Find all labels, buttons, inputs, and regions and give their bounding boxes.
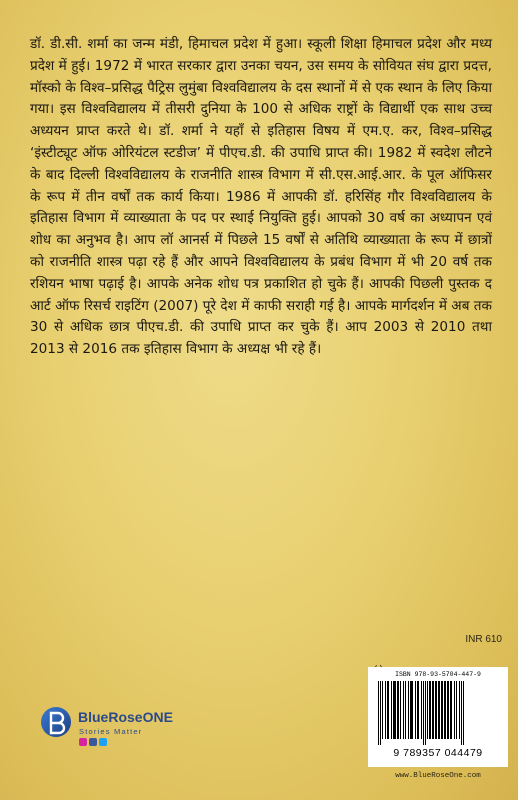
social-icons bbox=[79, 738, 107, 746]
facebook-icon[interactable] bbox=[89, 738, 97, 746]
price-label: INR 610 bbox=[465, 634, 502, 645]
publisher-name: BlueRoseONE bbox=[78, 709, 173, 725]
publisher-tagline: Stories Matter bbox=[79, 727, 143, 736]
website-url[interactable]: www.BlueRoseOne.com bbox=[395, 772, 481, 780]
bluerose-logo-icon bbox=[40, 705, 72, 739]
isbn-barcode bbox=[368, 667, 508, 767]
author-bio: डॉ. डी.सी. शर्मा का जन्म मंडी, हिमाचल प्रदेश में हुआ। स्कूली शिक्षा हिमाचल प्रदेश और मध्य प्रदेश में हुई। 1972 में भारत सरकार द्वारा उनका चयन, उस समय के सोवियत संघ द्वारा प्रदत्त, मॉस्को के विश्व–प्रसिद्ध पैट्रिस लुमुंबा विश्वविद्यालय के दस स्थानों में से एक स्थान के लिए किया गया। इस विश्वविद्यालय में तीसरी दुनिया के 100 से अधिक राष्ट्रों के विद्यार्थी एक साथ उच्च अध्ययन प्राप्त करते थे। डॉ. शर्मा ने यहाँ से इतिहास विषय में एम.ए. कर, विश्व–प्रसिद्ध ‘इंस्टीट्यूट ऑफ ओरियंटल स्टडीज’ में पीएच.डी. की उपाधि प्राप्त की। 1982 में स्वदेश लौटने के बाद दिल्ली विश्वविद्यालय के राजनीति शास्त्र विभाग में सी.एस.आई.आर. के पूल ऑफिसर के रूप में तीन वर्षों तक कार्य किया। 1986 में आपकी डॉ. हरिसिंह गौर विश्वविद्यालय के इतिहास विभाग में व्याख्याता के पद पर स्थाई नियुक्ति हुई। आपको 30 वर्ष का अध्यापन एवं शोध का अनुभव है। आप लॉ आनर्स में पिछले 15 वर्षों से अतिथि व्याख्याता के रूप में छात्रों को राजनीति शास्त्र पढ़ा रहे हैं और आपने विश्वविद्यालय के प्रबंध विभाग में भी 20 वर्ष तक रशियन भाषा पढ़ाई है। आपके अनेक शोध पत्र प्रकाशित हो चुके हैं। आपकी पिछली पुस्तक द आर्ट ऑफ रिसर्च राइटिंग (2007) पूरे देश में काफी सराही गई है। आपके मार्गदर्शन में अब तक 30 से अधिक छात्र पीएच.डी. की उपाधि प्राप्त कर चुके हैं। आप 2003 से 2010 तथा 2013 से 2016 तक इतिहास विभाग के अध्यक्ष भी रहे हैं। bbox=[30, 36, 492, 358]
isbn-label: ISBN 978-93-5704-447-9 bbox=[395, 671, 481, 678]
publisher-logo bbox=[40, 703, 240, 753]
instagram-icon[interactable] bbox=[79, 738, 87, 746]
twitter-icon[interactable] bbox=[99, 738, 107, 746]
isbn-digits: 9 789357 044479 bbox=[393, 747, 483, 759]
barcode-bars bbox=[376, 681, 500, 745]
